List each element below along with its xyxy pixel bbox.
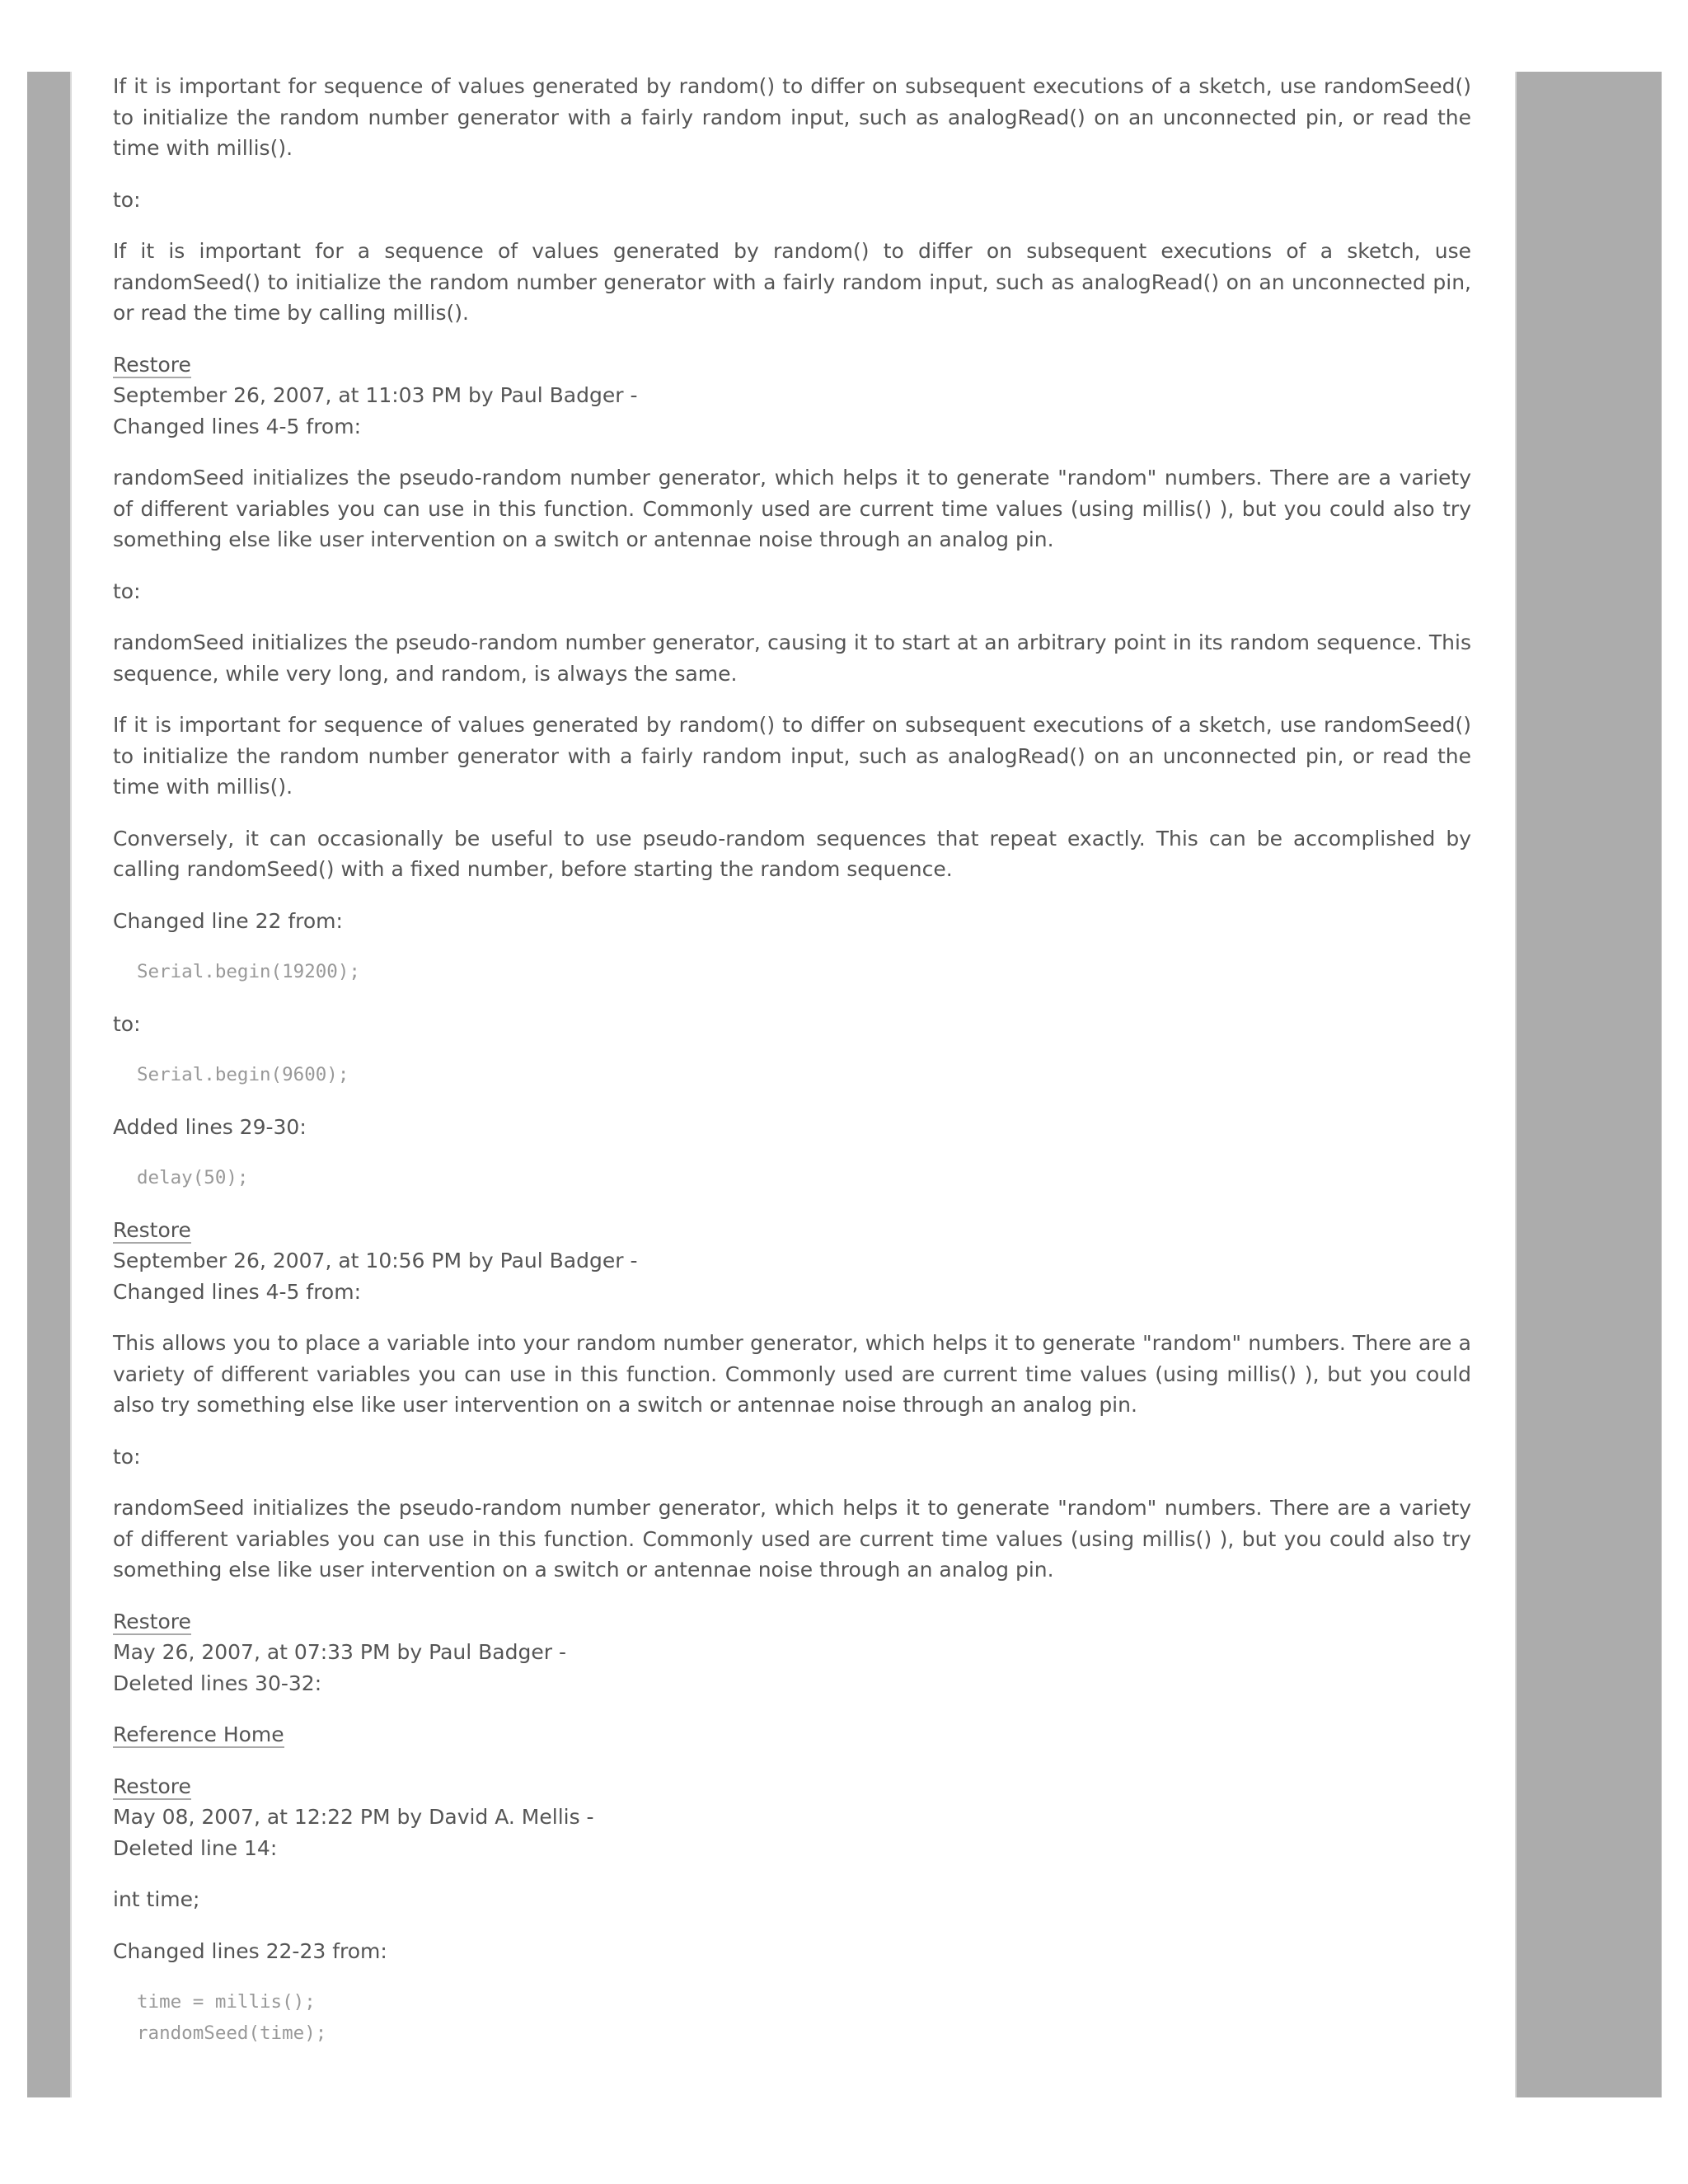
diff-paragraph: If it is important for sequence of values generated by random() to differ on subsequent executions of a sketch, use randomSeed() to initialize the random number generator with a fairly random input, such as analogRead() on an unconnected pin, or read the time with millis(). [113, 713, 1471, 799]
diff-to-label: to: [113, 187, 141, 212]
code-snippet: Serial.begin(9600); [137, 1064, 349, 1085]
revision-timestamp: May 08, 2007, at 12:22 PM by David A. Mellis - [113, 1805, 594, 1829]
restore-link[interactable]: Restore [113, 1774, 191, 1798]
diff-paragraph: Conversely, it can occasionally be useful to use pseudo-random sequences that repeat exactly. This can be accomplished by calling randomSeed() with a fixed number, before starting the random sequence. [113, 826, 1471, 881]
diff-paragraph: randomSeed initializes the pseudo-random number generator, causing it to start at an arbitrary point in its random sequence. This sequence, while very long, and random, is always the same. [113, 630, 1471, 686]
diff-paragraph: randomSeed initializes the pseudo-random number generator, which helps it to generate "random" numbers. There are a variety of different variables you can use in this function. Commonly used are current time values (using millis() ), but you could also try something else like user intervention on a switch or antennae noise through an analog pin. [113, 1496, 1471, 1582]
diff-paragraph: If it is important for a sequence of values generated by random() to differ on subsequent executions of a sketch, use randomSeed() to initialize the random number generator with a fairly random input, such as analogRead() on an unconnected pin, or read the time by calling millis(). [113, 239, 1471, 325]
restore-link[interactable]: Restore [113, 1609, 191, 1633]
code-line: randomSeed(time); [137, 2022, 327, 2044]
revision-change-summary: Changed lines 4-5 from: [113, 414, 362, 438]
reference-home-link[interactable]: Reference Home [113, 1722, 284, 1746]
revision-header [113, 1771, 1471, 1864]
code-snippet: Serial.begin(19200); [137, 961, 360, 982]
diff-change-label: Added lines 29-30: [113, 1114, 307, 1139]
revision-header [113, 1215, 1471, 1308]
revision-timestamp: May 26, 2007, at 07:33 PM by Paul Badger - [113, 1640, 566, 1664]
revision-header [113, 349, 1471, 443]
diff-paragraph: int time; [113, 1887, 200, 1911]
restore-link[interactable]: Restore [113, 352, 191, 377]
diff-change-label: Changed line 22 from: [113, 908, 343, 933]
revision-change-summary: Changed lines 4-5 from: [113, 1279, 362, 1304]
diff-paragraph: This allows you to place a variable into your random number generator, which helps it to generate "random" numbers. There are a variety of different variables you can use in this function. Commonly used are current time values (using millis() ), but you could also try something else like user intervention on a switch or antennae noise through an analog pin. [113, 1331, 1471, 1417]
diff-change-label: Changed lines 22-23 from: [113, 1938, 387, 1963]
revision-change-summary: Deleted line 14: [113, 1835, 278, 1860]
code-line: time = millis(); [137, 1991, 316, 2013]
revision-change-summary: Deleted lines 30-32: [113, 1671, 322, 1695]
revision-history-content [113, 71, 1471, 2049]
diff-to-label: to: [113, 1444, 141, 1469]
diff-to-label: to: [113, 579, 141, 603]
code-snippet [113, 1987, 1471, 2049]
diff-to-label: to: [113, 1011, 141, 1036]
restore-link[interactable]: Restore [113, 1217, 191, 1242]
diff-paragraph: randomSeed initializes the pseudo-random number generator, which helps it to generate "random" numbers. There are a variety of different variables you can use in this function. Commonly used are current time values (using millis() ), but you could also try something else like user intervention on a switch or antennae noise through an analog pin. [113, 466, 1471, 551]
diff-paragraph: If it is important for sequence of values generated by random() to differ on subsequent executions of a sketch, use randomSeed() to initialize the random number generator with a fairly random input, such as analogRead() on an unconnected pin, or read the time with millis(). [113, 74, 1471, 160]
revision-timestamp: September 26, 2007, at 10:56 PM by Paul Badger - [113, 1249, 638, 1272]
right-sidebar-rail [1515, 72, 1662, 2097]
left-sidebar-rail [27, 72, 72, 2097]
revision-timestamp: September 26, 2007, at 11:03 PM by Paul Badger - [113, 383, 638, 407]
code-snippet: delay(50); [137, 1167, 249, 1188]
revision-header [113, 1606, 1471, 1699]
